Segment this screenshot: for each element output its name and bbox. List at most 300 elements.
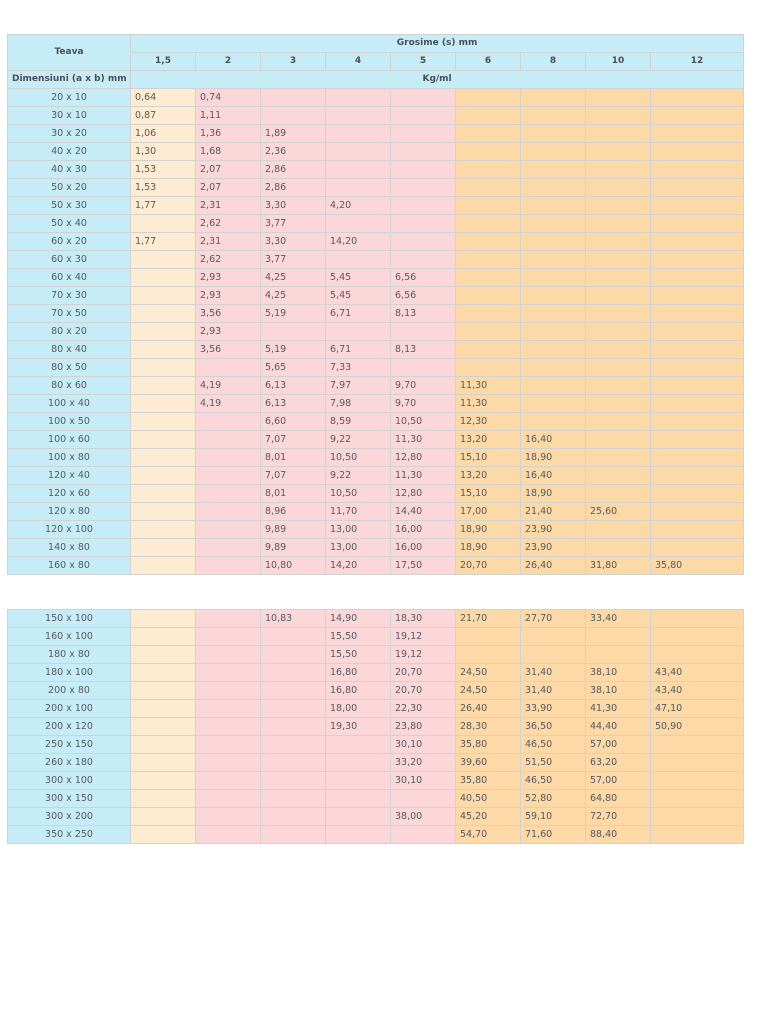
weight-cell	[521, 628, 586, 646]
weight-cell	[651, 143, 744, 161]
table-row	[8, 718, 744, 736]
dimension-cell: 60 x 30	[8, 251, 131, 269]
weight-cell	[261, 700, 326, 718]
dimension-cell: 100 x 40	[8, 395, 131, 413]
weight-cell	[651, 323, 744, 341]
weight-cell	[521, 143, 586, 161]
table-row	[8, 125, 744, 143]
weight-cell	[196, 736, 261, 754]
table-row	[8, 700, 744, 718]
weight-cell	[131, 431, 196, 449]
weight-cell: 12,80	[391, 449, 456, 467]
weight-cell: 31,80	[586, 557, 651, 575]
weight-cell	[651, 287, 744, 305]
weight-cell	[651, 521, 744, 539]
weight-cell	[586, 125, 651, 143]
weight-cell: 10,50	[391, 413, 456, 431]
table-row	[8, 215, 744, 233]
weight-cell: 7,07	[261, 467, 326, 485]
thickness-header: 5	[391, 53, 456, 71]
table-row	[8, 736, 744, 754]
weight-cell: 3,56	[196, 341, 261, 359]
weight-cell	[196, 790, 261, 808]
dimension-cell: 120 x 60	[8, 485, 131, 503]
weight-cell: 36,50	[521, 718, 586, 736]
weight-cell	[456, 341, 521, 359]
table-row	[8, 89, 744, 107]
table-row	[8, 377, 744, 395]
weight-cell	[521, 107, 586, 125]
weight-cell: 13,00	[326, 539, 391, 557]
weight-cell: 1,89	[261, 125, 326, 143]
weight-cell: 6,71	[326, 305, 391, 323]
weight-cell: 47,10	[651, 700, 744, 718]
weight-cell: 2,86	[261, 161, 326, 179]
weight-cell	[196, 557, 261, 575]
weight-cell	[326, 251, 391, 269]
weight-cell	[521, 413, 586, 431]
weight-cell: 1,36	[196, 125, 261, 143]
weight-cell: 28,30	[456, 718, 521, 736]
weight-cell	[131, 772, 196, 790]
dimension-cell: 70 x 30	[8, 287, 131, 305]
table-row	[8, 664, 744, 682]
dimension-cell: 50 x 40	[8, 215, 131, 233]
weight-cell	[131, 700, 196, 718]
dimension-cell: 200 x 120	[8, 718, 131, 736]
weight-cell: 6,13	[261, 377, 326, 395]
weight-cell: 57,00	[586, 736, 651, 754]
weight-cell	[131, 287, 196, 305]
table-row	[8, 305, 744, 323]
weight-cell: 2,93	[196, 269, 261, 287]
weight-cell	[196, 754, 261, 772]
weight-cell: 54,70	[456, 826, 521, 844]
weight-cell	[456, 107, 521, 125]
weight-cell	[131, 305, 196, 323]
thickness-header: 2	[196, 53, 261, 71]
weight-cell	[196, 503, 261, 521]
weight-cell: 16,80	[326, 682, 391, 700]
weight-cell	[456, 89, 521, 107]
table-row	[8, 521, 744, 539]
weight-cell: 7,97	[326, 377, 391, 395]
weight-cell	[651, 395, 744, 413]
weight-cell	[586, 287, 651, 305]
dimension-cell: 100 x 50	[8, 413, 131, 431]
weight-cell: 35,80	[456, 736, 521, 754]
weight-cell: 8,96	[261, 503, 326, 521]
weight-cell	[456, 269, 521, 287]
weight-cell	[651, 215, 744, 233]
table-row	[8, 269, 744, 287]
weight-cell	[651, 233, 744, 251]
weight-cell: 4,19	[196, 395, 261, 413]
weight-cell: 21,70	[456, 610, 521, 628]
table-row	[8, 449, 744, 467]
weight-cell	[521, 125, 586, 143]
weight-cell	[651, 431, 744, 449]
weight-cell	[586, 233, 651, 251]
weight-cell	[261, 790, 326, 808]
grosime-header: Grosime (s) mm	[131, 35, 744, 53]
table-row	[8, 107, 744, 125]
weight-cell: 8,13	[391, 305, 456, 323]
dimensiuni-header: Dimensiuni (a x b) mm	[8, 71, 131, 89]
weight-cell	[651, 305, 744, 323]
weight-cell: 35,80	[651, 557, 744, 575]
weight-cell	[131, 754, 196, 772]
weight-cell	[456, 233, 521, 251]
thickness-header: 8	[521, 53, 586, 71]
weight-cell: 16,80	[326, 664, 391, 682]
weight-cell	[261, 754, 326, 772]
weight-cell: 9,89	[261, 539, 326, 557]
weight-cell: 4,20	[326, 197, 391, 215]
weight-cell: 22,30	[391, 700, 456, 718]
weight-cell: 14,40	[391, 503, 456, 521]
weight-cell	[651, 646, 744, 664]
weight-cell: 18,90	[521, 449, 586, 467]
weight-cell: 14,20	[326, 233, 391, 251]
weight-cell	[261, 89, 326, 107]
table-row	[8, 790, 744, 808]
weight-cell: 19,12	[391, 646, 456, 664]
weight-cell	[586, 467, 651, 485]
weight-cell: 1,53	[131, 179, 196, 197]
weight-cell: 50,90	[651, 718, 744, 736]
weight-cell	[131, 718, 196, 736]
weight-cell: 8,59	[326, 413, 391, 431]
weight-cell	[521, 341, 586, 359]
weight-cell: 23,80	[391, 718, 456, 736]
weight-cell: 52,80	[521, 790, 586, 808]
weight-cell	[651, 754, 744, 772]
weight-cell	[391, 323, 456, 341]
weight-cell	[651, 449, 744, 467]
weight-cell: 2,93	[196, 287, 261, 305]
table-row	[8, 754, 744, 772]
weight-cell	[196, 772, 261, 790]
weight-cell: 38,00	[391, 808, 456, 826]
weight-cell: 16,00	[391, 521, 456, 539]
weight-cell	[586, 251, 651, 269]
dimension-cell: 80 x 20	[8, 323, 131, 341]
weight-cell	[131, 467, 196, 485]
dimension-cell: 120 x 100	[8, 521, 131, 539]
weight-cell: 7,98	[326, 395, 391, 413]
weight-cell	[261, 682, 326, 700]
dimension-cell: 50 x 20	[8, 179, 131, 197]
weight-cell	[586, 431, 651, 449]
weight-cell	[391, 89, 456, 107]
weight-cell: 17,50	[391, 557, 456, 575]
weight-cell	[326, 89, 391, 107]
weight-cell: 24,50	[456, 664, 521, 682]
weight-cell	[586, 305, 651, 323]
weight-cell	[196, 359, 261, 377]
weight-cell	[586, 143, 651, 161]
weight-cell: 18,90	[456, 539, 521, 557]
table-row	[8, 143, 744, 161]
weight-cell	[261, 646, 326, 664]
weight-cell	[261, 808, 326, 826]
table-row	[8, 251, 744, 269]
table-row	[8, 395, 744, 413]
weight-cell	[586, 377, 651, 395]
weight-cell: 6,60	[261, 413, 326, 431]
weight-cell	[196, 718, 261, 736]
table-row	[8, 610, 744, 628]
weight-cell: 11,30	[456, 377, 521, 395]
weight-cell	[261, 628, 326, 646]
weight-cell	[521, 233, 586, 251]
weight-cell: 0,74	[196, 89, 261, 107]
weight-cell: 13,00	[326, 521, 391, 539]
weight-cell	[586, 413, 651, 431]
dimension-cell: 150 x 100	[8, 610, 131, 628]
weights-table-top	[7, 34, 744, 575]
weight-cell	[651, 790, 744, 808]
weight-cell	[586, 341, 651, 359]
weight-cell	[586, 539, 651, 557]
weight-cell	[651, 341, 744, 359]
weight-cell	[196, 431, 261, 449]
weight-cell: 7,33	[326, 359, 391, 377]
weight-cell	[391, 125, 456, 143]
weight-cell: 41,30	[586, 700, 651, 718]
weight-cell: 63,20	[586, 754, 651, 772]
weight-cell	[196, 682, 261, 700]
weight-cell: 43,40	[651, 664, 744, 682]
weight-cell: 18,90	[456, 521, 521, 539]
thickness-header: 10	[586, 53, 651, 71]
weight-cell	[391, 107, 456, 125]
weight-cell: 46,50	[521, 772, 586, 790]
dimension-cell: 300 x 150	[8, 790, 131, 808]
unit-header: Kg/ml	[131, 71, 744, 89]
weight-cell	[391, 826, 456, 844]
weight-cell	[326, 826, 391, 844]
weight-cell	[586, 197, 651, 215]
weight-cell: 25,60	[586, 503, 651, 521]
weight-cell: 31,40	[521, 682, 586, 700]
weight-cell	[651, 628, 744, 646]
table-row	[8, 772, 744, 790]
weight-cell	[651, 377, 744, 395]
weight-cell: 13,20	[456, 467, 521, 485]
table-row	[8, 179, 744, 197]
dimension-cell: 160 x 80	[8, 557, 131, 575]
weight-cell	[196, 467, 261, 485]
dimension-cell: 60 x 40	[8, 269, 131, 287]
weight-cell: 20,70	[456, 557, 521, 575]
table-row	[8, 431, 744, 449]
weight-cell: 64,80	[586, 790, 651, 808]
weight-cell	[586, 449, 651, 467]
weight-cell	[456, 305, 521, 323]
weight-cell: 17,00	[456, 503, 521, 521]
weight-cell	[196, 700, 261, 718]
weight-cell: 40,50	[456, 790, 521, 808]
weight-cell	[196, 826, 261, 844]
weight-cell	[131, 323, 196, 341]
weight-cell	[196, 521, 261, 539]
weight-cell	[261, 323, 326, 341]
weight-cell	[456, 215, 521, 233]
weight-cell: 14,20	[326, 557, 391, 575]
weight-cell: 3,77	[261, 251, 326, 269]
weight-cell	[131, 485, 196, 503]
weight-cell	[196, 628, 261, 646]
weight-cell: 31,40	[521, 664, 586, 682]
weight-cell	[586, 628, 651, 646]
weight-cell: 5,19	[261, 341, 326, 359]
table-row	[8, 682, 744, 700]
table-row	[8, 826, 744, 844]
weight-cell	[131, 251, 196, 269]
table-row	[8, 233, 744, 251]
weight-cell	[651, 772, 744, 790]
dimension-cell: 350 x 250	[8, 826, 131, 844]
weight-cell: 16,40	[521, 431, 586, 449]
weight-cell: 0,64	[131, 89, 196, 107]
weight-cell	[196, 610, 261, 628]
weight-cell: 20,70	[391, 664, 456, 682]
dimension-cell: 60 x 20	[8, 233, 131, 251]
weight-cell: 20,70	[391, 682, 456, 700]
weight-cell: 39,60	[456, 754, 521, 772]
weight-cell	[196, 808, 261, 826]
weight-cell: 44,40	[586, 718, 651, 736]
weight-cell	[521, 269, 586, 287]
dimension-cell: 80 x 50	[8, 359, 131, 377]
weight-cell	[586, 215, 651, 233]
weight-cell	[456, 646, 521, 664]
weight-cell: 1,77	[131, 197, 196, 215]
weight-cell	[131, 215, 196, 233]
weight-cell: 33,40	[586, 610, 651, 628]
weight-cell	[521, 161, 586, 179]
weight-cell	[196, 449, 261, 467]
weight-cell: 88,40	[586, 826, 651, 844]
weight-cell: 11,70	[326, 503, 391, 521]
weight-cell: 10,50	[326, 449, 391, 467]
weight-cell: 11,30	[391, 431, 456, 449]
weight-cell: 16,00	[391, 539, 456, 557]
weight-cell	[651, 485, 744, 503]
weight-cell	[131, 790, 196, 808]
weight-cell: 3,30	[261, 233, 326, 251]
weight-cell	[131, 610, 196, 628]
weight-cell	[456, 287, 521, 305]
weight-cell	[391, 197, 456, 215]
table-row	[8, 341, 744, 359]
weights-table-bottom	[7, 609, 744, 844]
weight-cell	[586, 359, 651, 377]
weight-cell	[131, 539, 196, 557]
weight-cell	[521, 179, 586, 197]
weight-cell	[326, 772, 391, 790]
thickness-header: 4	[326, 53, 391, 71]
dimension-cell: 200 x 100	[8, 700, 131, 718]
weight-cell	[651, 161, 744, 179]
weight-cell: 2,31	[196, 233, 261, 251]
weight-cell: 3,77	[261, 215, 326, 233]
weight-cell: 26,40	[456, 700, 521, 718]
weight-cell: 35,80	[456, 772, 521, 790]
weight-cell	[521, 323, 586, 341]
table-row	[8, 539, 744, 557]
weight-cell	[521, 197, 586, 215]
weight-cell	[196, 664, 261, 682]
weight-cell: 2,07	[196, 161, 261, 179]
weight-cell	[261, 772, 326, 790]
weight-cell: 33,20	[391, 754, 456, 772]
weight-cell	[196, 413, 261, 431]
weight-cell	[391, 359, 456, 377]
weight-cell	[326, 736, 391, 754]
weight-cell: 6,56	[391, 287, 456, 305]
weight-cell	[521, 305, 586, 323]
weight-cell	[586, 395, 651, 413]
weight-cell: 2,62	[196, 215, 261, 233]
weight-cell	[651, 503, 744, 521]
weight-cell	[131, 664, 196, 682]
weight-cell: 10,83	[261, 610, 326, 628]
weight-cell	[326, 323, 391, 341]
weight-cell: 15,50	[326, 628, 391, 646]
weight-cell	[131, 413, 196, 431]
weight-cell	[651, 359, 744, 377]
table-row	[8, 808, 744, 826]
weight-cell: 9,89	[261, 521, 326, 539]
weight-cell	[521, 89, 586, 107]
dimension-cell: 120 x 80	[8, 503, 131, 521]
weight-cell: 18,30	[391, 610, 456, 628]
weight-cell: 19,12	[391, 628, 456, 646]
weight-cell	[131, 269, 196, 287]
weight-cell	[326, 107, 391, 125]
weight-cell	[521, 251, 586, 269]
dimension-cell: 180 x 100	[8, 664, 131, 682]
weight-cell: 9,70	[391, 377, 456, 395]
weight-cell	[261, 736, 326, 754]
weight-cell	[586, 485, 651, 503]
weight-cell: 15,50	[326, 646, 391, 664]
weight-cell: 2,31	[196, 197, 261, 215]
weight-cell	[196, 646, 261, 664]
weight-cell	[131, 808, 196, 826]
weight-cell: 23,90	[521, 539, 586, 557]
dimension-cell: 80 x 60	[8, 377, 131, 395]
weight-cell	[131, 682, 196, 700]
thickness-header: 12	[651, 53, 744, 71]
weight-cell: 5,45	[326, 269, 391, 287]
weight-cell: 33,90	[521, 700, 586, 718]
weight-cell: 2,86	[261, 179, 326, 197]
thickness-header: 1,5	[131, 53, 196, 71]
weight-cell: 3,30	[261, 197, 326, 215]
weight-cell: 19,30	[326, 718, 391, 736]
weight-cell	[391, 161, 456, 179]
weight-cell: 6,71	[326, 341, 391, 359]
weight-cell: 15,10	[456, 449, 521, 467]
table-row	[8, 197, 744, 215]
weight-cell: 11,30	[456, 395, 521, 413]
weight-cell	[326, 754, 391, 772]
weight-cell: 24,50	[456, 682, 521, 700]
